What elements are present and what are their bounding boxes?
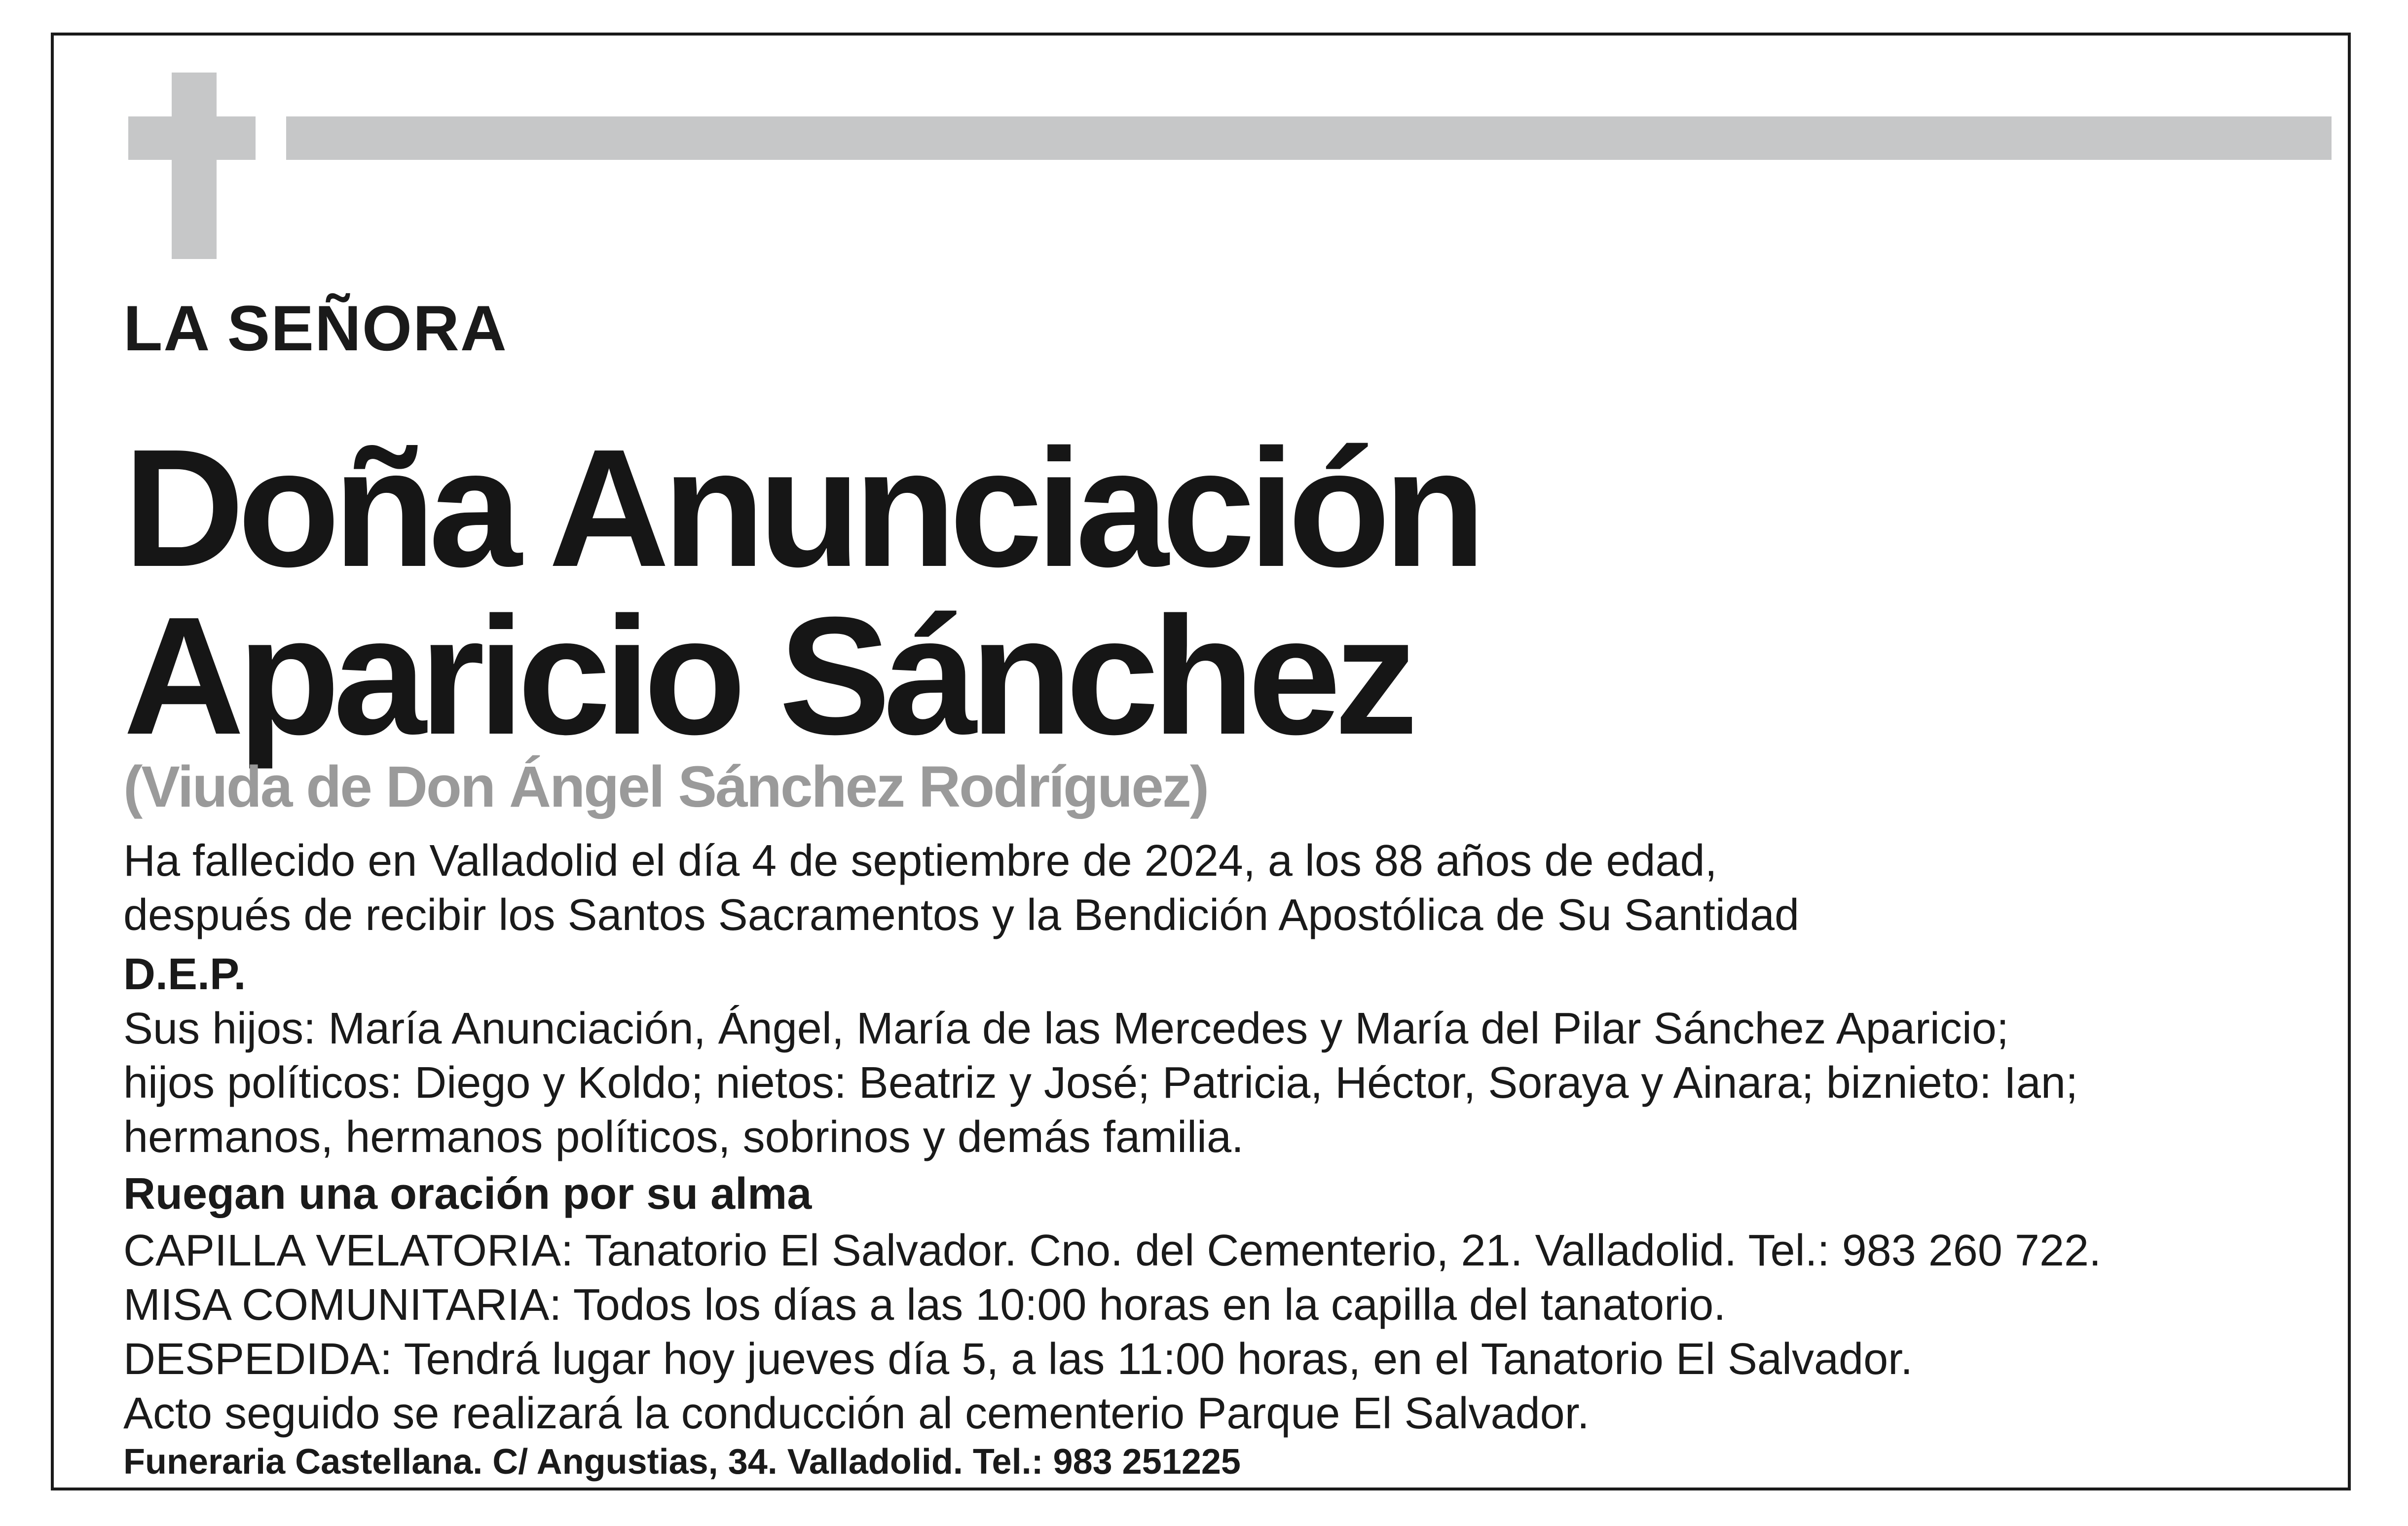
widow-of: (Viuda de Don Ángel Sánchez Rodríguez)	[123, 754, 1208, 819]
deceased-name-line-1: Doña Anunciación	[123, 414, 1480, 602]
family-line-2: hijos políticos: Diego y Koldo; nietos: Beatriz y José; Patricia, Héctor, Soraya y Ainara; biznieto: Ian;	[123, 1058, 2078, 1108]
mass-info: MISA COMUNITARIA: Todos los días a las 10:00 horas en la capilla del tanatorio.	[123, 1280, 1726, 1330]
family-line-3: hermanos, hermanos políticos, sobrinos y demás familia.	[123, 1113, 1244, 1162]
family-line-1: Sus hijos: María Anunciación, Ángel, María de las Mercedes y María del Pilar Sánchez Aparicio;	[123, 1004, 2009, 1053]
header-rule	[286, 116, 2332, 160]
deceased-name-line-2: Aparicio Sánchez	[123, 582, 1411, 770]
cross-vertical-bar	[172, 73, 217, 259]
chapel-info: CAPILLA VELATORIA: Tanatorio El Salvador. Cno. del Cementerio, 21. Valladolid. Tel.: 983 260 722.	[123, 1226, 2102, 1275]
funeral-home-info: Funeraria Castellana. C/ Angustias, 34. Valladolid. Tel.: 983 251225	[123, 1442, 1241, 1482]
death-info-line-2: después de recibir los Santos Sacramentos y la Bendición Apostólica de Su Santidad	[123, 891, 1800, 940]
cross-horizontal-bar	[128, 116, 256, 160]
prayer-request: Ruegan una oración por su alma	[123, 1169, 812, 1219]
procession-info: Acto seguido se realizará la conducción al cementerio Parque El Salvador.	[123, 1389, 1590, 1438]
death-info-line-1: Ha fallecido en Valladolid el día 4 de septiembre de 2024, a los 88 años de edad,	[123, 836, 1717, 886]
title-prefix: LA SEÑORA	[123, 292, 508, 364]
farewell-info: DESPEDIDA: Tendrá lugar hoy jueves día 5, a las 11:00 horas, en el Tanatorio El Salvador.	[123, 1335, 1913, 1384]
dep-label: D.E.P.	[123, 950, 246, 999]
